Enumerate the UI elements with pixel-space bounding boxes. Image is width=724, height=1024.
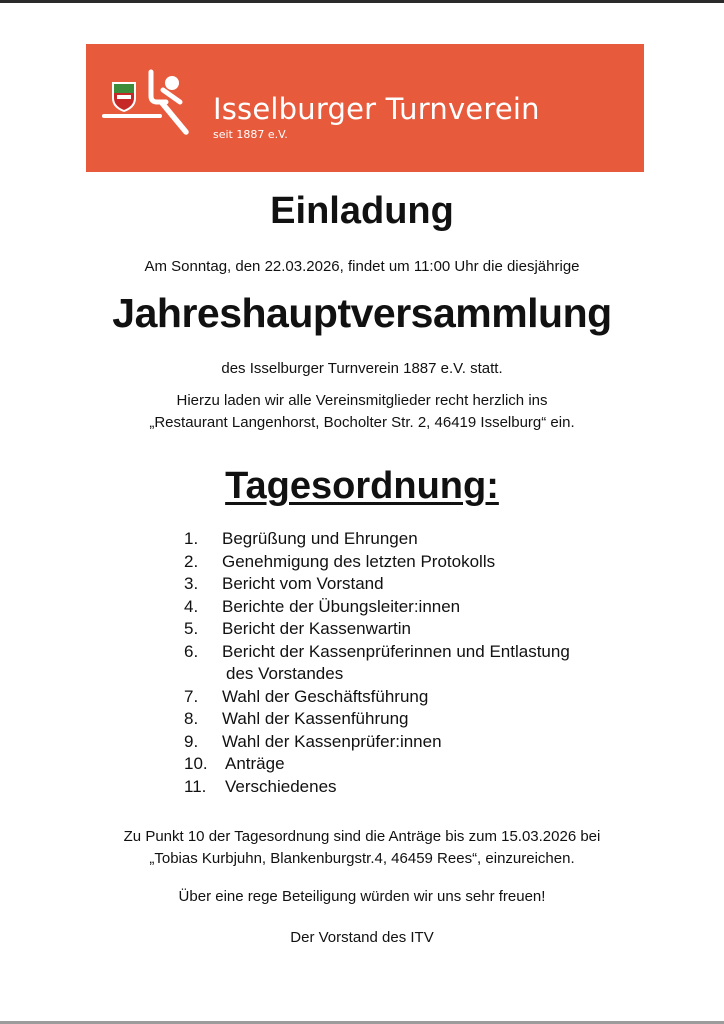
signature: Der Vorstand des ITV xyxy=(290,929,434,946)
club-founding-year: seit 1887 e.V. xyxy=(213,128,288,141)
agenda-item-number: 11. xyxy=(184,776,207,796)
invitation-line-1: Hierzu laden wir alle Vereinsmitglieder recht herzlich ins xyxy=(176,392,548,409)
agenda-item xyxy=(184,596,570,619)
agenda-list xyxy=(184,528,570,798)
agenda-item-number: 9. xyxy=(184,731,199,751)
gymnast-with-coat-of-arms-icon xyxy=(102,68,202,148)
agenda-item-number: 4. xyxy=(184,596,199,616)
agenda-item-number: 5. xyxy=(184,619,199,638)
agenda-item xyxy=(184,753,570,776)
agenda-item-text: Anträge xyxy=(225,754,285,773)
agenda-item-text: Berichte der Übungsleiter:innen xyxy=(222,596,461,616)
agenda-item-text: Bericht der Kassenwartin xyxy=(222,619,411,638)
meeting-date-line: Am Sonntag, den 22.03.2026, findet um 11:00 Uhr die diesjährige xyxy=(144,258,580,275)
agenda-item-text: Begrüßung und Ehrungen xyxy=(222,529,418,548)
club-name: Isselburger Turnverein xyxy=(213,92,540,126)
agenda-item-number: 3. xyxy=(184,574,199,593)
club-line: des Isselburger Turnverein 1887 e.V. statt. xyxy=(221,360,503,377)
agenda-item xyxy=(184,573,570,596)
club-banner xyxy=(86,44,644,172)
scan-top-edge xyxy=(0,0,724,3)
agenda-item xyxy=(184,731,570,754)
agenda-item-number: 10. xyxy=(184,754,208,773)
agenda-item xyxy=(184,776,570,799)
motion-deadline-line-1: Zu Punkt 10 der Tagesordnung sind die Anträge bis zum 15.03.2026 bei xyxy=(123,828,601,845)
agenda-item-number: 7. xyxy=(184,686,199,706)
agenda-item-number: 2. xyxy=(184,551,199,571)
agenda-item xyxy=(184,686,570,709)
agenda-item-text: Bericht vom Vorstand xyxy=(222,574,384,593)
agenda-item-text: Wahl der Kassenführung xyxy=(222,709,409,728)
agenda-item-text: Verschiedenes xyxy=(225,776,337,796)
agenda-item-number: 8. xyxy=(184,709,199,728)
motion-deadline-line-2: „Tobias Kurbjuhn, Blankenburgstr.4, 46459 Rees“, einzureichen. xyxy=(149,850,575,867)
agenda-item xyxy=(184,708,570,731)
agenda-item xyxy=(184,551,570,574)
closing-line: Über eine rege Beteiligung würden wir uns sehr freuen! xyxy=(178,888,546,905)
agenda-item xyxy=(184,618,570,641)
agenda-item-number: 6. xyxy=(184,641,199,661)
agenda-item-text: Wahl der Kassenprüfer:innen xyxy=(222,731,442,751)
invitation-title: Einladung xyxy=(270,190,454,232)
agenda-item-text: Genehmigung des letzten Protokolls xyxy=(222,551,496,571)
agenda-item xyxy=(184,641,570,686)
event-title: Jahreshauptversammlung xyxy=(112,290,612,336)
agenda-title: Tagesordnung: xyxy=(225,465,499,507)
agenda-item-continuation: des Vorstandes xyxy=(226,664,344,683)
agenda-item-text: Bericht der Kassenprüferinnen und Entlastung xyxy=(222,641,570,661)
agenda-item xyxy=(184,528,570,551)
venue-line: „Restaurant Langenhorst, Bocholter Str. 2, 46419 Isselburg“ ein. xyxy=(149,414,575,431)
agenda-item-number: 1. xyxy=(184,529,199,548)
agenda-item-text: Wahl der Geschäftsführung xyxy=(222,686,429,706)
